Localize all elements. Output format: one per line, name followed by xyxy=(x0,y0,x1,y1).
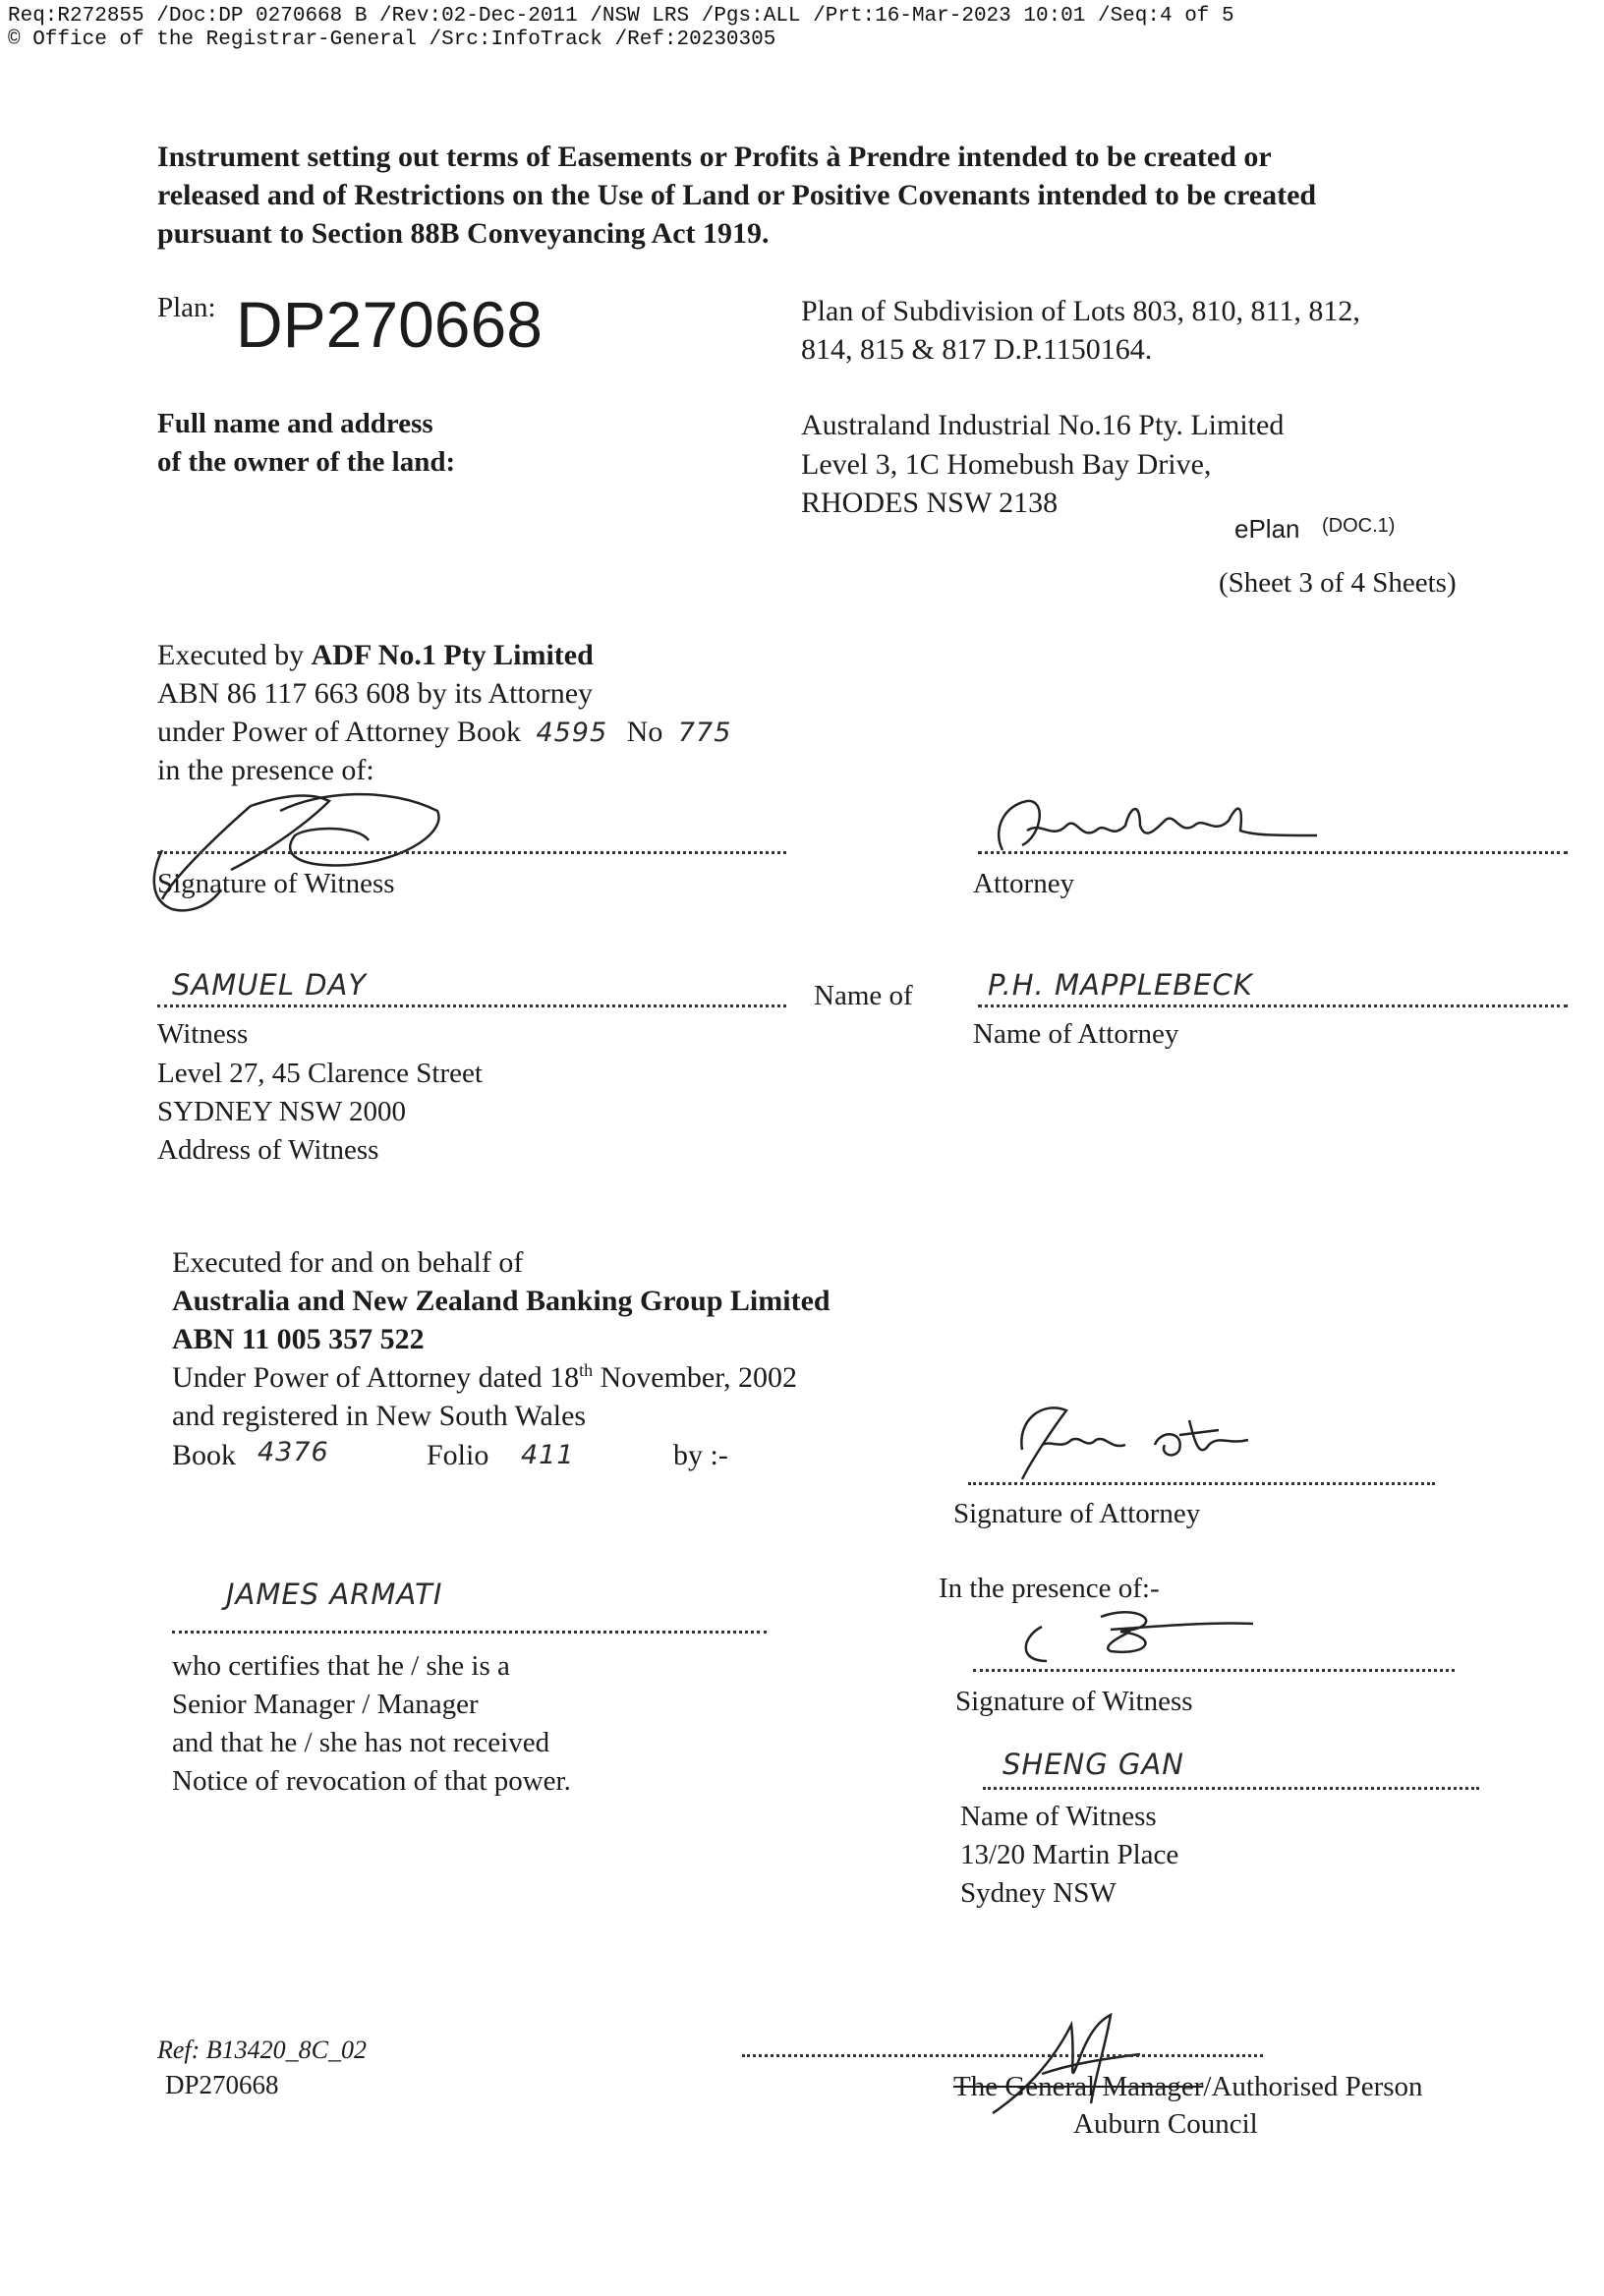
owner-address-line-2: RHODES NSW 2138 xyxy=(801,487,1059,519)
cert-line-1: who certifies that he / she is a xyxy=(172,1650,510,1682)
council-name: Auburn Council xyxy=(1073,2108,1258,2140)
attorney-name-handwritten: P.H. MAPPLEBECK xyxy=(988,968,1253,1002)
anz-book-value: 4376 xyxy=(258,1437,329,1467)
footer-ref: Ref: B13420_8C_02 xyxy=(157,2036,368,2064)
adf-executed-prefix: Executed by xyxy=(157,639,312,671)
anz-folio-value: 411 xyxy=(521,1440,575,1470)
anz-attorney-signature xyxy=(993,1391,1288,1489)
plan-label: Plan: xyxy=(157,292,216,323)
authorised-person-label: /Authorised Person xyxy=(1203,2071,1423,2102)
anz-book-label: Book xyxy=(172,1439,237,1471)
title-line-3: pursuant to Section 88B Conveyancing Act 1919. xyxy=(157,217,770,250)
anz-registered-line: and registered in New South Wales xyxy=(172,1400,587,1432)
anz-folio-label: Folio xyxy=(427,1439,489,1471)
witness-name-line xyxy=(157,1004,786,1007)
name-of-attorney-label: Name of Attorney xyxy=(973,1018,1179,1050)
anz-poa-suffix: November, 2002 xyxy=(593,1361,798,1394)
adf-company-name: ADF No.1 Pty Limited xyxy=(311,639,594,671)
anz-by-label: by :- xyxy=(673,1439,728,1471)
title-line-1: Instrument setting out terms of Easements or Profits à Prendre intended to be created or xyxy=(157,141,1272,173)
name-of-label: Name of xyxy=(814,980,913,1011)
footer-dp: DP270668 xyxy=(165,2070,279,2099)
anz-witness-address-line-2: Sydney NSW xyxy=(960,1877,1117,1909)
witness-signature-line xyxy=(157,851,786,854)
anz-attorney-signature-line xyxy=(968,1482,1435,1485)
signature-of-witness-label: Signature of Witness xyxy=(157,868,395,899)
anz-witness-name-line xyxy=(983,1787,1479,1790)
adf-presence-line: in the presence of: xyxy=(157,754,374,786)
owner-label-line-1: Full name and address xyxy=(157,408,433,439)
signature-of-attorney-label: Signature of Attorney xyxy=(953,1498,1201,1529)
adf-no-value: 775 xyxy=(677,718,732,748)
plan-description-line-2: 814, 815 & 817 D.P.1150164. xyxy=(801,333,1153,366)
in-presence-label: In the presence of:- xyxy=(939,1573,1160,1604)
witness-name-handwritten: SAMUEL DAY xyxy=(172,968,368,1002)
attorney-label: Attorney xyxy=(973,868,1075,899)
witness-address-line-1: Level 27, 45 Clarence Street xyxy=(157,1058,483,1089)
address-of-witness-label: Address of Witness xyxy=(157,1134,379,1166)
anz-poa-prefix: Under Power of Attorney dated 18 xyxy=(172,1361,580,1394)
name-of-witness-label: Name of Witness xyxy=(960,1801,1157,1832)
owner-address-line-1: Level 3, 1C Homebush Bay Drive, xyxy=(801,448,1212,481)
anz-poa-sup: th xyxy=(579,1360,594,1380)
manager-name-line xyxy=(172,1631,767,1634)
header-line-2: © Office of the Registrar-General /Src:InfoTrack /Ref:20230305 xyxy=(8,29,776,51)
eplan-doc: (DOC.1) xyxy=(1322,515,1396,537)
cert-line-4: Notice of revocation of that power. xyxy=(172,1765,571,1797)
anz-executed-line: Executed for and on behalf of xyxy=(172,1246,524,1279)
adf-poa-line xyxy=(157,714,731,752)
anz-poa-line xyxy=(172,1359,797,1397)
council-signatory-line xyxy=(953,2068,1423,2105)
witness-label: Witness xyxy=(157,1018,249,1050)
sheet-number: (Sheet 3 of 4 Sheets) xyxy=(1219,567,1457,599)
plan-number: DP270668 xyxy=(236,288,543,361)
adf-abn-line: ABN 86 117 663 608 by its Attorney xyxy=(157,677,594,710)
owner-label-line-2: of the owner of the land: xyxy=(157,446,456,478)
anz-company-name: Australia and New Zealand Banking Group Limited xyxy=(172,1285,831,1317)
manager-name-handwritten: JAMES ARMATI xyxy=(226,1578,443,1611)
attorney-signature-line xyxy=(978,851,1568,854)
header-line-1: Req:R272855 /Doc:DP 0270668 B /Rev:02-Dec-2011 /NSW LRS /Pgs:ALL /Prt:16-Mar-2023 10:01 /Seq:4 of 5 xyxy=(8,5,1234,28)
attorney-name-line xyxy=(978,1004,1568,1007)
adf-poa-text: under Power of Attorney Book xyxy=(157,716,521,748)
struck-general-manager: The General Manager xyxy=(953,2071,1204,2102)
owner-name: Australand Industrial No.16 Pty. Limited xyxy=(801,409,1285,441)
anz-witness-name-handwritten: SHENG GAN xyxy=(1002,1748,1184,1781)
eplan-label: ePlan xyxy=(1234,514,1300,544)
plan-description-line-1: Plan of Subdivision of Lots 803, 810, 811, 812, xyxy=(801,295,1360,327)
adf-executed-line xyxy=(157,637,594,674)
council-signature-line xyxy=(742,2054,1263,2057)
title-line-2: released and of Restrictions on the Use of Land or Positive Covenants intended to be created xyxy=(157,179,1317,211)
anz-witness-signature-line xyxy=(973,1669,1455,1672)
anz-abn: ABN 11 005 357 522 xyxy=(172,1323,425,1355)
anz-witness-signature xyxy=(1002,1602,1258,1671)
anz-witness-address-line-1: 13/20 Martin Place xyxy=(960,1839,1179,1870)
cert-line-2: Senior Manager / Manager xyxy=(172,1689,479,1720)
adf-no-label: No xyxy=(626,716,663,748)
signature-of-witness-label-2: Signature of Witness xyxy=(955,1686,1193,1717)
cert-line-3: and that he / she has not received xyxy=(172,1727,550,1758)
witness-address-line-2: SYDNEY NSW 2000 xyxy=(157,1096,406,1127)
adf-book-number: 4595 xyxy=(536,718,608,748)
